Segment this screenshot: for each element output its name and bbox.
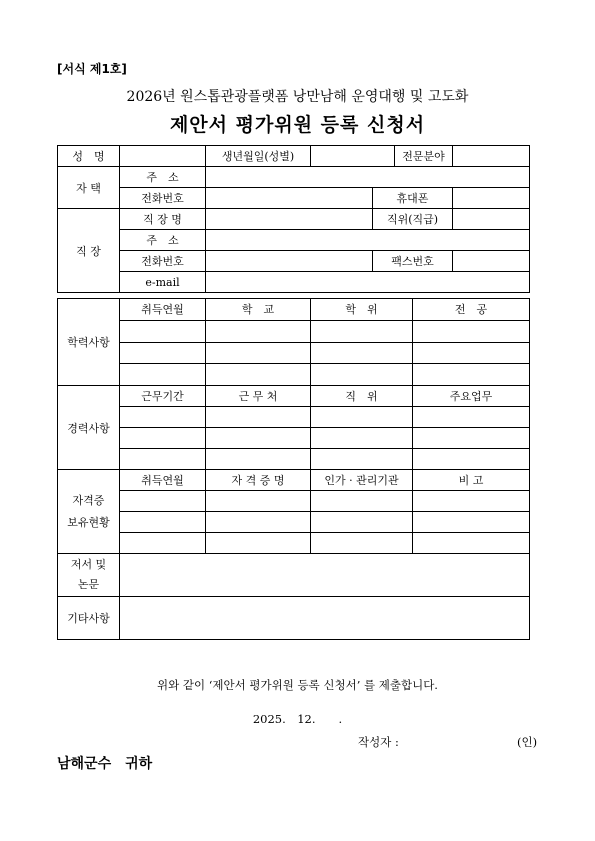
publications-label-line1: 저서 및 bbox=[70, 558, 107, 571]
certificate-row bbox=[58, 512, 530, 533]
career-header: 근 무 처 bbox=[206, 386, 311, 407]
education-header: 학 위 bbox=[311, 299, 413, 321]
fax-field[interactable] bbox=[453, 251, 530, 272]
home-phone-row bbox=[58, 188, 530, 209]
work-phone-label: 전화번호 bbox=[120, 251, 206, 272]
career-header: 직 위 bbox=[311, 386, 413, 407]
others-label: 기타사항 bbox=[58, 597, 120, 640]
certificate-label-line1: 자격증 bbox=[72, 493, 105, 507]
mobile-field[interactable] bbox=[453, 188, 530, 209]
certificate-header: 자 격 증 명 bbox=[206, 470, 311, 491]
home-phone-label: 전화번호 bbox=[120, 188, 206, 209]
work-email-row bbox=[58, 272, 530, 293]
personal-row bbox=[58, 146, 530, 167]
birth-label: 생년월일(성별) bbox=[206, 146, 311, 167]
education-row bbox=[58, 364, 530, 386]
home-address-row bbox=[58, 167, 530, 188]
certificate-row bbox=[58, 491, 530, 512]
certificate-header: 비 고 bbox=[413, 470, 530, 491]
certificate-row bbox=[58, 533, 530, 554]
publications-row bbox=[58, 554, 530, 597]
birth-field[interactable] bbox=[311, 146, 395, 167]
others-field[interactable] bbox=[120, 597, 530, 640]
home-phone-field[interactable] bbox=[206, 188, 373, 209]
application-form-table bbox=[57, 145, 530, 293]
position-field[interactable] bbox=[453, 209, 530, 230]
submission-statement: 위와 같이 ‘제안서 평가위원 등록 신청서’ 를 제출합니다. bbox=[157, 678, 438, 692]
field-field[interactable] bbox=[453, 146, 530, 167]
education-header-row bbox=[58, 299, 530, 321]
career-header-row bbox=[58, 386, 530, 407]
home-section-label: 자 택 bbox=[58, 167, 120, 209]
career-row bbox=[58, 449, 530, 470]
email-field[interactable] bbox=[206, 272, 530, 293]
education-header: 전 공 bbox=[413, 299, 530, 321]
career-row bbox=[58, 407, 530, 428]
form-number: [서식 제1호] bbox=[57, 62, 127, 76]
document-title: 제안서 평가위원 등록 신청서 bbox=[169, 114, 426, 136]
career-section-label: 경력사항 bbox=[58, 386, 120, 470]
addressee: 남해군수 귀하 bbox=[57, 756, 153, 772]
history-table bbox=[57, 298, 530, 640]
seal-mark: (인) bbox=[517, 735, 538, 749]
certificate-header: 취득연월 bbox=[120, 470, 206, 491]
career-row bbox=[58, 428, 530, 449]
author-label: 작성자 : bbox=[358, 735, 399, 749]
work-phone-field[interactable] bbox=[206, 251, 373, 272]
work-address-label: 주 소 bbox=[120, 230, 206, 251]
name-label: 성 명 bbox=[58, 146, 120, 167]
home-address-label: 주 소 bbox=[120, 167, 206, 188]
publications-field[interactable] bbox=[120, 554, 530, 597]
career-header: 근무기간 bbox=[120, 386, 206, 407]
fax-label: 팩스번호 bbox=[373, 251, 453, 272]
company-field[interactable] bbox=[206, 209, 373, 230]
education-row bbox=[58, 320, 530, 342]
publications-label-line2: 논문 bbox=[77, 578, 100, 591]
certificate-header: 인가 · 관리기관 bbox=[311, 470, 413, 491]
work-address-field[interactable] bbox=[206, 230, 530, 251]
submission-date: 2025. 12. . bbox=[252, 712, 343, 726]
position-label: 직위(직급) bbox=[373, 209, 453, 230]
work-section-label: 직 장 bbox=[58, 209, 120, 293]
education-row bbox=[58, 342, 530, 364]
company-label: 직 장 명 bbox=[120, 209, 206, 230]
home-address-field[interactable] bbox=[206, 167, 530, 188]
education-header: 학 교 bbox=[206, 299, 311, 321]
mobile-label: 휴대폰 bbox=[373, 188, 453, 209]
certificate-header-row bbox=[58, 470, 530, 491]
work-address-row bbox=[58, 230, 530, 251]
name-field[interactable] bbox=[120, 146, 206, 167]
field-label: 전문분야 bbox=[395, 146, 453, 167]
career-header: 주요업무 bbox=[413, 386, 530, 407]
others-row bbox=[58, 597, 530, 640]
certificate-label-line2: 보유현황 bbox=[67, 515, 110, 529]
certificate-section-label bbox=[58, 470, 120, 554]
education-section-label: 학력사항 bbox=[58, 299, 120, 386]
work-company-row bbox=[58, 209, 530, 230]
document-subtitle: 2026년 원스톱관광플랫폼 낭만남해 운영대행 및 고도화 bbox=[126, 89, 469, 105]
education-header: 취득연월 bbox=[120, 299, 206, 321]
work-phone-row bbox=[58, 251, 530, 272]
email-label: e-mail bbox=[120, 272, 206, 293]
publications-label bbox=[58, 554, 120, 597]
